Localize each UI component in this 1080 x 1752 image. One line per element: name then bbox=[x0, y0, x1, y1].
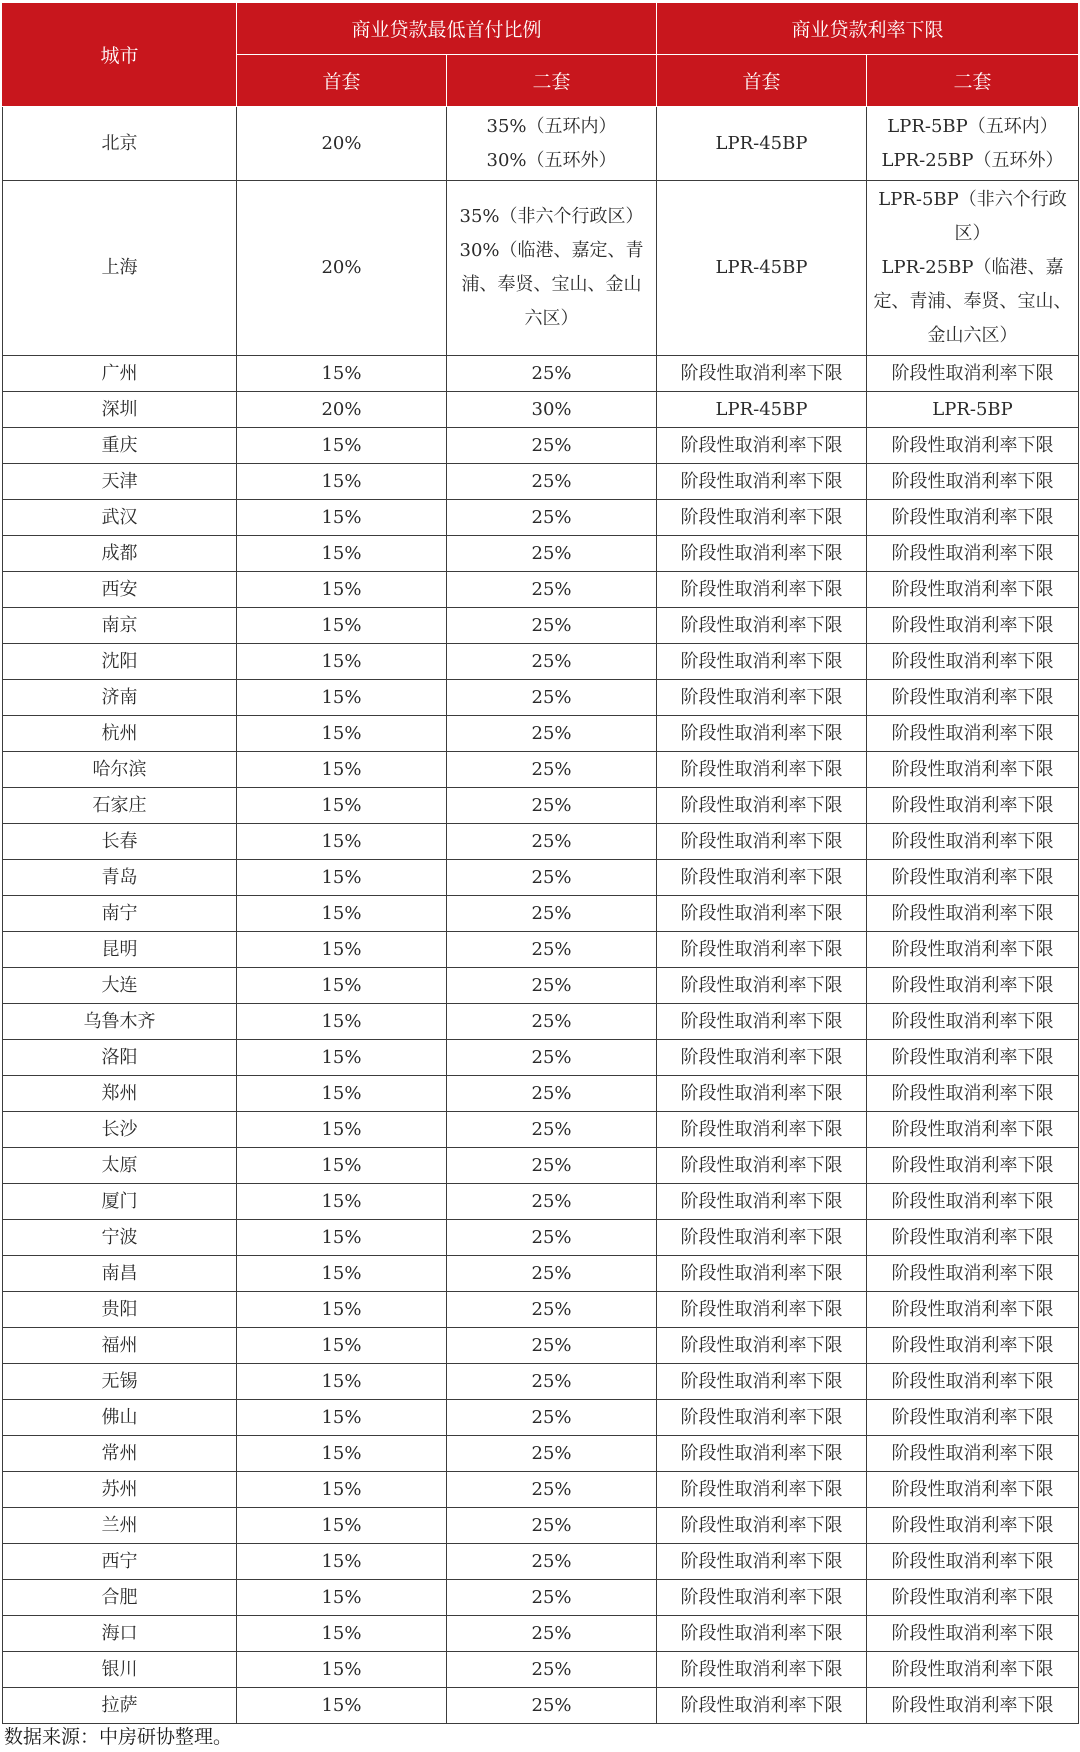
first-home-down-payment-cell: 15% bbox=[237, 1184, 447, 1220]
first-home-rate-cell: 阶段性取消利率下限 bbox=[657, 860, 867, 896]
table-row bbox=[3, 1544, 1079, 1580]
second-home-rate-cell: 阶段性取消利率下限 bbox=[867, 1148, 1079, 1184]
first-home-rate-cell: LPR-45BP bbox=[657, 181, 867, 356]
table-row bbox=[3, 1148, 1079, 1184]
table-row bbox=[3, 860, 1079, 896]
first-home-rate-cell: LPR-45BP bbox=[657, 392, 867, 428]
second-home-rate-cell: 阶段性取消利率下限 bbox=[867, 680, 1079, 716]
first-home-rate-cell: 阶段性取消利率下限 bbox=[657, 1076, 867, 1112]
first-home-down-payment-cell: 15% bbox=[237, 1364, 447, 1400]
second-home-down-payment-cell: 25% bbox=[447, 716, 657, 752]
city-cell: 拉萨 bbox=[3, 1688, 237, 1724]
first-home-down-payment-cell: 15% bbox=[237, 644, 447, 680]
second-home-rate-cell: 阶段性取消利率下限 bbox=[867, 464, 1079, 500]
second-home-rate-cell: 阶段性取消利率下限 bbox=[867, 1184, 1079, 1220]
first-home-down-payment-cell: 15% bbox=[237, 1472, 447, 1508]
second-home-down-payment-cell: 25% bbox=[447, 1688, 657, 1724]
cell-line: LPR-25BP（五环外） bbox=[881, 149, 1064, 171]
first-home-down-payment-cell: 15% bbox=[237, 500, 447, 536]
second-home-down-payment-cell: 25% bbox=[447, 1184, 657, 1220]
table-row bbox=[3, 536, 1079, 572]
cell-line: LPR-5BP（五环内） bbox=[887, 115, 1058, 137]
city-cell: 宁波 bbox=[3, 1220, 237, 1256]
first-home-rate-cell: 阶段性取消利率下限 bbox=[657, 1472, 867, 1508]
table-row bbox=[3, 1292, 1079, 1328]
city-cell: 济南 bbox=[3, 680, 237, 716]
first-home-rate-cell: 阶段性取消利率下限 bbox=[657, 1040, 867, 1076]
first-home-down-payment-cell: 15% bbox=[237, 572, 447, 608]
second-home-rate-cell: 阶段性取消利率下限 bbox=[867, 1004, 1079, 1040]
first-home-down-payment-cell: 15% bbox=[237, 896, 447, 932]
first-home-rate-cell: 阶段性取消利率下限 bbox=[657, 1256, 867, 1292]
second-home-rate-cell: 阶段性取消利率下限 bbox=[867, 752, 1079, 788]
first-home-rate-header: 首套 bbox=[657, 55, 867, 107]
second-home-rate-cell: 阶段性取消利率下限 bbox=[867, 824, 1079, 860]
city-cell: 哈尔滨 bbox=[3, 752, 237, 788]
city-cell: 广州 bbox=[3, 356, 237, 392]
first-home-rate-cell: 阶段性取消利率下限 bbox=[657, 824, 867, 860]
first-home-down-payment-cell: 15% bbox=[237, 608, 447, 644]
city-cell: 长春 bbox=[3, 824, 237, 860]
table-row bbox=[3, 824, 1079, 860]
second-home-rate-cell: 阶段性取消利率下限 bbox=[867, 1508, 1079, 1544]
first-home-rate-cell: 阶段性取消利率下限 bbox=[657, 572, 867, 608]
loan-policy-table bbox=[2, 2, 1079, 1724]
first-home-rate-cell: 阶段性取消利率下限 bbox=[657, 680, 867, 716]
table-row bbox=[3, 608, 1079, 644]
second-home-rate-cell: 阶段性取消利率下限 bbox=[867, 1400, 1079, 1436]
first-home-down-payment-cell: 15% bbox=[237, 464, 447, 500]
first-home-rate-cell: 阶段性取消利率下限 bbox=[657, 1652, 867, 1688]
first-home-rate-cell: 阶段性取消利率下限 bbox=[657, 716, 867, 752]
second-home-down-payment-cell: 25% bbox=[447, 824, 657, 860]
second-home-rate-cell: 阶段性取消利率下限 bbox=[867, 1544, 1079, 1580]
table-row bbox=[3, 464, 1079, 500]
table-row bbox=[3, 716, 1079, 752]
second-home-rate-cell: 阶段性取消利率下限 bbox=[867, 1040, 1079, 1076]
second-home-down-payment-cell: 25% bbox=[447, 1076, 657, 1112]
first-home-rate-cell: 阶段性取消利率下限 bbox=[657, 932, 867, 968]
second-home-down-payment-cell: 25% bbox=[447, 464, 657, 500]
table-row bbox=[3, 1112, 1079, 1148]
first-home-rate-cell: 阶段性取消利率下限 bbox=[657, 1148, 867, 1184]
second-home-rate-cell: 阶段性取消利率下限 bbox=[867, 428, 1079, 464]
city-cell: 郑州 bbox=[3, 1076, 237, 1112]
first-home-rate-cell: 阶段性取消利率下限 bbox=[657, 1112, 867, 1148]
second-home-rate-cell: 阶段性取消利率下限 bbox=[867, 716, 1079, 752]
first-home-down-payment-cell: 15% bbox=[237, 932, 447, 968]
second-home-down-payment-cell: 25% bbox=[447, 536, 657, 572]
second-home-rate-cell: 阶段性取消利率下限 bbox=[867, 1112, 1079, 1148]
table-row bbox=[3, 392, 1079, 428]
first-home-down-payment-cell: 15% bbox=[237, 1616, 447, 1652]
first-home-down-payment-cell: 15% bbox=[237, 1004, 447, 1040]
table-row bbox=[3, 1688, 1079, 1724]
second-home-rate-cell: 阶段性取消利率下限 bbox=[867, 932, 1079, 968]
table-row bbox=[3, 1652, 1079, 1688]
first-home-down-payment-cell: 15% bbox=[237, 1256, 447, 1292]
city-cell: 贵阳 bbox=[3, 1292, 237, 1328]
second-home-rate-cell: 阶段性取消利率下限 bbox=[867, 788, 1079, 824]
second-home-rate-cell: 阶段性取消利率下限 bbox=[867, 1688, 1079, 1724]
second-home-down-payment-cell: 30% bbox=[447, 392, 657, 428]
first-home-down-payment-cell: 15% bbox=[237, 1040, 447, 1076]
second-home-down-payment-cell: 25% bbox=[447, 932, 657, 968]
first-home-down-payment-cell: 15% bbox=[237, 1220, 447, 1256]
city-cell: 西安 bbox=[3, 572, 237, 608]
first-home-rate-cell: 阶段性取消利率下限 bbox=[657, 1184, 867, 1220]
first-home-rate-cell: 阶段性取消利率下限 bbox=[657, 1004, 867, 1040]
second-home-down-payment-cell: 25% bbox=[447, 1328, 657, 1364]
second-home-rate-cell: 阶段性取消利率下限 bbox=[867, 1616, 1079, 1652]
second-home-rate-header: 二套 bbox=[867, 55, 1079, 107]
city-cell: 北京 bbox=[3, 107, 237, 181]
city-column-header: 城市 bbox=[3, 3, 237, 107]
first-home-down-payment-cell: 20% bbox=[237, 107, 447, 181]
first-home-rate-cell: 阶段性取消利率下限 bbox=[657, 1580, 867, 1616]
down-payment-group-header: 商业贷款最低首付比例 bbox=[237, 3, 657, 55]
first-home-down-payment-cell: 15% bbox=[237, 1328, 447, 1364]
first-home-down-payment-cell: 15% bbox=[237, 860, 447, 896]
second-home-rate-cell: 阶段性取消利率下限 bbox=[867, 1328, 1079, 1364]
table-header bbox=[3, 3, 1079, 107]
second-home-down-payment-cell: 25% bbox=[447, 788, 657, 824]
second-home-rate-cell: 阶段性取消利率下限 bbox=[867, 968, 1079, 1004]
second-home-down-payment-cell: 25% bbox=[447, 428, 657, 464]
cell-line: 30%（五环外） bbox=[486, 149, 617, 171]
second-home-down-payment-cell: 25% bbox=[447, 1472, 657, 1508]
city-cell: 南昌 bbox=[3, 1256, 237, 1292]
second-home-down-payment-cell: 25% bbox=[447, 500, 657, 536]
first-home-rate-cell: 阶段性取消利率下限 bbox=[657, 788, 867, 824]
first-home-down-payment-cell: 15% bbox=[237, 536, 447, 572]
second-home-rate-cell: 阶段性取消利率下限 bbox=[867, 1220, 1079, 1256]
loan-policy-table-container bbox=[2, 2, 1078, 1724]
cell-line: LPR-25BP（临港、嘉定、青浦、奉贤、宝山、金山六区） bbox=[873, 257, 1072, 346]
city-cell: 武汉 bbox=[3, 500, 237, 536]
first-home-down-payment-cell: 15% bbox=[237, 752, 447, 788]
first-home-down-payment-cell: 15% bbox=[237, 1112, 447, 1148]
city-cell: 西宁 bbox=[3, 1544, 237, 1580]
first-home-down-payment-cell: 15% bbox=[237, 968, 447, 1004]
city-cell: 上海 bbox=[3, 181, 237, 356]
first-home-down-payment-cell: 15% bbox=[237, 1076, 447, 1112]
second-home-down-payment-cell: 25% bbox=[447, 356, 657, 392]
second-home-down-payment-cell: 25% bbox=[447, 1004, 657, 1040]
table-row bbox=[3, 752, 1079, 788]
second-home-rate-cell: 阶段性取消利率下限 bbox=[867, 1436, 1079, 1472]
second-home-down-payment-cell: 25% bbox=[447, 1652, 657, 1688]
first-home-rate-cell: 阶段性取消利率下限 bbox=[657, 356, 867, 392]
table-row bbox=[3, 968, 1079, 1004]
first-home-rate-cell: 阶段性取消利率下限 bbox=[657, 1364, 867, 1400]
second-home-down-payment-cell: 25% bbox=[447, 1040, 657, 1076]
second-home-rate-cell: 阶段性取消利率下限 bbox=[867, 1580, 1079, 1616]
table-row bbox=[3, 107, 1079, 181]
first-home-down-payment-cell: 15% bbox=[237, 788, 447, 824]
second-home-rate-cell: 阶段性取消利率下限 bbox=[867, 1076, 1079, 1112]
second-home-down-payment-cell: 25% bbox=[447, 1220, 657, 1256]
first-home-rate-cell: 阶段性取消利率下限 bbox=[657, 428, 867, 464]
second-home-down-payment-cell bbox=[447, 107, 657, 181]
second-home-rate-cell: 阶段性取消利率下限 bbox=[867, 1652, 1079, 1688]
city-cell: 成都 bbox=[3, 536, 237, 572]
second-home-rate-cell: 阶段性取消利率下限 bbox=[867, 572, 1079, 608]
second-home-rate-cell bbox=[867, 107, 1079, 181]
second-home-rate-cell: 阶段性取消利率下限 bbox=[867, 896, 1079, 932]
first-home-rate-cell: 阶段性取消利率下限 bbox=[657, 1220, 867, 1256]
table-row bbox=[3, 644, 1079, 680]
city-cell: 佛山 bbox=[3, 1400, 237, 1436]
table-row bbox=[3, 1508, 1079, 1544]
second-home-down-payment-cell bbox=[447, 181, 657, 356]
first-home-rate-cell: 阶段性取消利率下限 bbox=[657, 1436, 867, 1472]
second-home-down-payment-cell: 25% bbox=[447, 1544, 657, 1580]
city-cell: 银川 bbox=[3, 1652, 237, 1688]
table-row bbox=[3, 932, 1079, 968]
city-cell: 乌鲁木齐 bbox=[3, 1004, 237, 1040]
second-home-down-payment-cell: 25% bbox=[447, 1292, 657, 1328]
second-home-rate-cell: 阶段性取消利率下限 bbox=[867, 608, 1079, 644]
first-home-down-payment-cell: 15% bbox=[237, 1544, 447, 1580]
table-row bbox=[3, 428, 1079, 464]
second-home-down-payment-cell: 25% bbox=[447, 1616, 657, 1652]
second-home-rate-cell: LPR-5BP bbox=[867, 392, 1079, 428]
first-home-down-payment-cell: 15% bbox=[237, 1508, 447, 1544]
table-row bbox=[3, 1328, 1079, 1364]
city-cell: 无锡 bbox=[3, 1364, 237, 1400]
second-home-down-payment-cell: 25% bbox=[447, 1400, 657, 1436]
second-home-rate-cell: 阶段性取消利率下限 bbox=[867, 500, 1079, 536]
second-home-down-payment-cell: 25% bbox=[447, 1436, 657, 1472]
data-source-footnote: 数据来源：中房研协整理。 bbox=[4, 1726, 233, 1748]
first-home-down-payment-cell: 15% bbox=[237, 680, 447, 716]
first-home-rate-cell: 阶段性取消利率下限 bbox=[657, 644, 867, 680]
cell-line: 30%（临港、嘉定、青浦、奉贤、宝山、金山六区） bbox=[459, 240, 644, 329]
city-cell: 南宁 bbox=[3, 896, 237, 932]
table-row bbox=[3, 1616, 1079, 1652]
first-home-down-payment-cell: 20% bbox=[237, 181, 447, 356]
second-home-down-payment-cell: 25% bbox=[447, 860, 657, 896]
table-row bbox=[3, 896, 1079, 932]
city-cell: 福州 bbox=[3, 1328, 237, 1364]
city-cell: 杭州 bbox=[3, 716, 237, 752]
second-home-rate-cell: 阶段性取消利率下限 bbox=[867, 860, 1079, 896]
second-home-rate-cell bbox=[867, 181, 1079, 356]
city-cell: 南京 bbox=[3, 608, 237, 644]
table-row bbox=[3, 500, 1079, 536]
first-home-rate-cell: 阶段性取消利率下限 bbox=[657, 752, 867, 788]
city-cell: 太原 bbox=[3, 1148, 237, 1184]
city-cell: 天津 bbox=[3, 464, 237, 500]
city-cell: 重庆 bbox=[3, 428, 237, 464]
first-home-rate-cell: 阶段性取消利率下限 bbox=[657, 1508, 867, 1544]
table-row bbox=[3, 1472, 1079, 1508]
second-home-down-payment-cell: 25% bbox=[447, 572, 657, 608]
first-home-down-payment-header: 首套 bbox=[237, 55, 447, 107]
first-home-rate-cell: 阶段性取消利率下限 bbox=[657, 608, 867, 644]
second-home-rate-cell: 阶段性取消利率下限 bbox=[867, 1256, 1079, 1292]
city-cell: 厦门 bbox=[3, 1184, 237, 1220]
city-cell: 昆明 bbox=[3, 932, 237, 968]
table-row bbox=[3, 1400, 1079, 1436]
second-home-down-payment-header: 二套 bbox=[447, 55, 657, 107]
second-home-down-payment-cell: 25% bbox=[447, 644, 657, 680]
second-home-rate-cell: 阶段性取消利率下限 bbox=[867, 644, 1079, 680]
city-cell: 苏州 bbox=[3, 1472, 237, 1508]
table-body bbox=[3, 107, 1079, 1724]
cell-line: 35%（五环内） bbox=[486, 115, 617, 137]
table-row bbox=[3, 572, 1079, 608]
first-home-down-payment-cell: 15% bbox=[237, 1148, 447, 1184]
first-home-rate-cell: 阶段性取消利率下限 bbox=[657, 1292, 867, 1328]
table-row bbox=[3, 1004, 1079, 1040]
rate-floor-group-header: 商业贷款利率下限 bbox=[657, 3, 1079, 55]
first-home-rate-cell: 阶段性取消利率下限 bbox=[657, 968, 867, 1004]
first-home-rate-cell: 阶段性取消利率下限 bbox=[657, 1328, 867, 1364]
city-cell: 沈阳 bbox=[3, 644, 237, 680]
first-home-rate-cell: 阶段性取消利率下限 bbox=[657, 1400, 867, 1436]
first-home-down-payment-cell: 15% bbox=[237, 1580, 447, 1616]
city-cell: 长沙 bbox=[3, 1112, 237, 1148]
first-home-rate-cell: 阶段性取消利率下限 bbox=[657, 536, 867, 572]
city-cell: 大连 bbox=[3, 968, 237, 1004]
second-home-down-payment-cell: 25% bbox=[447, 1364, 657, 1400]
first-home-down-payment-cell: 15% bbox=[237, 716, 447, 752]
second-home-rate-cell: 阶段性取消利率下限 bbox=[867, 536, 1079, 572]
table-row bbox=[3, 788, 1079, 824]
table-row bbox=[3, 1364, 1079, 1400]
first-home-rate-cell: 阶段性取消利率下限 bbox=[657, 1688, 867, 1724]
first-home-down-payment-cell: 15% bbox=[237, 1652, 447, 1688]
first-home-down-payment-cell: 15% bbox=[237, 1292, 447, 1328]
table-row bbox=[3, 356, 1079, 392]
city-cell: 青岛 bbox=[3, 860, 237, 896]
header-row-groups bbox=[3, 3, 1079, 55]
first-home-rate-cell: LPR-45BP bbox=[657, 107, 867, 181]
cell-line: 35%（非六个行政区） bbox=[459, 206, 644, 227]
second-home-down-payment-cell: 25% bbox=[447, 752, 657, 788]
first-home-down-payment-cell: 20% bbox=[237, 392, 447, 428]
table-row bbox=[3, 1436, 1079, 1472]
city-cell: 兰州 bbox=[3, 1508, 237, 1544]
second-home-down-payment-cell: 25% bbox=[447, 608, 657, 644]
table-row bbox=[3, 1040, 1079, 1076]
second-home-down-payment-cell: 25% bbox=[447, 680, 657, 716]
first-home-rate-cell: 阶段性取消利率下限 bbox=[657, 464, 867, 500]
city-cell: 合肥 bbox=[3, 1580, 237, 1616]
second-home-down-payment-cell: 25% bbox=[447, 896, 657, 932]
first-home-down-payment-cell: 15% bbox=[237, 1688, 447, 1724]
second-home-rate-cell: 阶段性取消利率下限 bbox=[867, 1472, 1079, 1508]
table-row bbox=[3, 1076, 1079, 1112]
first-home-down-payment-cell: 15% bbox=[237, 428, 447, 464]
second-home-down-payment-cell: 25% bbox=[447, 1112, 657, 1148]
city-cell: 洛阳 bbox=[3, 1040, 237, 1076]
first-home-rate-cell: 阶段性取消利率下限 bbox=[657, 1616, 867, 1652]
table-row bbox=[3, 181, 1079, 356]
second-home-down-payment-cell: 25% bbox=[447, 1580, 657, 1616]
cell-line: LPR-5BP（非六个行政区） bbox=[878, 189, 1067, 244]
table-row bbox=[3, 1184, 1079, 1220]
first-home-down-payment-cell: 15% bbox=[237, 1436, 447, 1472]
second-home-rate-cell: 阶段性取消利率下限 bbox=[867, 356, 1079, 392]
table-row bbox=[3, 1580, 1079, 1616]
first-home-down-payment-cell: 15% bbox=[237, 824, 447, 860]
city-cell: 常州 bbox=[3, 1436, 237, 1472]
city-cell: 深圳 bbox=[3, 392, 237, 428]
second-home-down-payment-cell: 25% bbox=[447, 1256, 657, 1292]
first-home-rate-cell: 阶段性取消利率下限 bbox=[657, 500, 867, 536]
second-home-rate-cell: 阶段性取消利率下限 bbox=[867, 1292, 1079, 1328]
second-home-down-payment-cell: 25% bbox=[447, 968, 657, 1004]
city-cell: 海口 bbox=[3, 1616, 237, 1652]
first-home-down-payment-cell: 15% bbox=[237, 356, 447, 392]
second-home-rate-cell: 阶段性取消利率下限 bbox=[867, 1364, 1079, 1400]
second-home-down-payment-cell: 25% bbox=[447, 1148, 657, 1184]
first-home-rate-cell: 阶段性取消利率下限 bbox=[657, 896, 867, 932]
table-row bbox=[3, 1220, 1079, 1256]
second-home-down-payment-cell: 25% bbox=[447, 1508, 657, 1544]
city-cell: 石家庄 bbox=[3, 788, 237, 824]
first-home-rate-cell: 阶段性取消利率下限 bbox=[657, 1544, 867, 1580]
table-row bbox=[3, 680, 1079, 716]
first-home-down-payment-cell: 15% bbox=[237, 1400, 447, 1436]
table-row bbox=[3, 1256, 1079, 1292]
